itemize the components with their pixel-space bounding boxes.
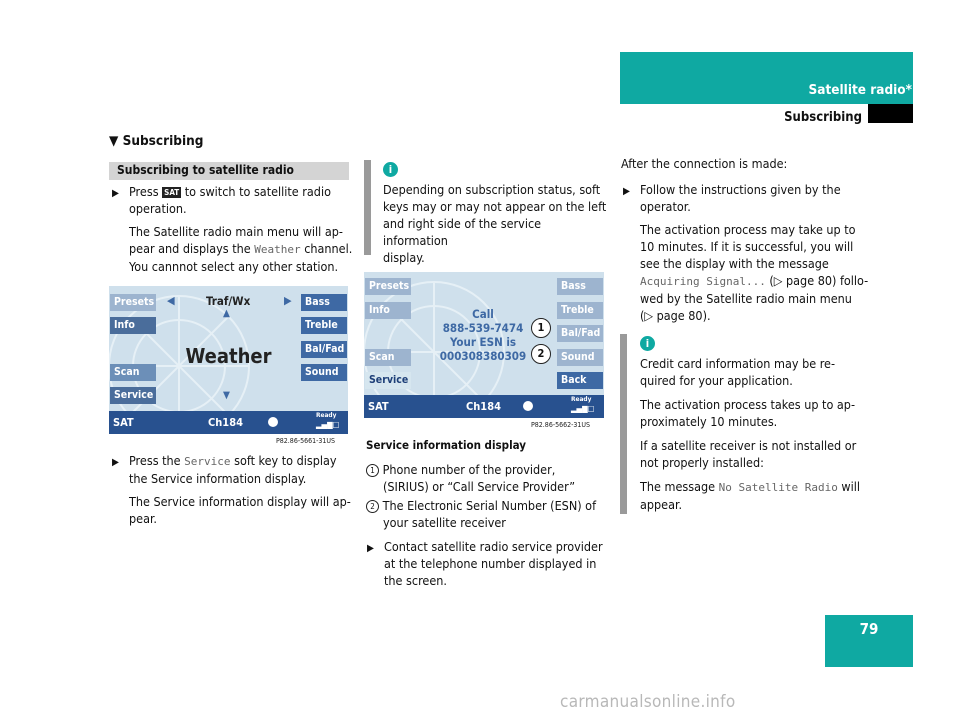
- service-info-text: Call 888-539-7474 Your ESN is 000308380309: [439, 307, 527, 363]
- paragraph-service-display: The Service information display will ap- pear.: [129, 494, 351, 526]
- status-ready: Ready: [571, 395, 592, 403]
- paragraph-main-menu: The Satellite radio main menu will ap- pear and displays the Weather channel. You cannnot select any other station.: [129, 224, 353, 274]
- info-icon: i: [640, 336, 655, 351]
- page-number: 79: [859, 620, 879, 638]
- watermark: carmanualsonline.info: [560, 692, 736, 712]
- status-channel: Ch184: [208, 416, 243, 429]
- softkey-presets[interactable]: Presets: [365, 278, 411, 295]
- info-icon: i: [383, 162, 398, 177]
- callout-2: 2: [531, 344, 551, 364]
- softkey-bal-fad[interactable]: Bal/Fad: [301, 341, 347, 358]
- softkey-scan[interactable]: Scan: [365, 349, 411, 366]
- legend-item-2: 2 The Electronic Serial Number (ESN) of your satellite receiver: [366, 497, 606, 531]
- weather-screen: [109, 286, 348, 434]
- section-marker: [868, 104, 913, 123]
- softkey-treble[interactable]: Treble: [301, 317, 347, 334]
- signal-strength-icon: ▂▄▆□: [571, 404, 595, 413]
- softkey-scan[interactable]: Scan: [110, 364, 156, 381]
- figure-code: P82.86-5662-31US: [531, 421, 591, 429]
- chapter-title: Satellite radio*: [808, 82, 912, 98]
- info-sidebar: [620, 334, 627, 514]
- callout-2-icon: 2: [366, 500, 379, 513]
- softkey-info[interactable]: Info: [110, 317, 156, 334]
- intro-text: After the connection is made:: [621, 156, 788, 171]
- section-title: Subscribing: [784, 110, 862, 125]
- sat-key-icon: SAT: [164, 188, 180, 197]
- callout-1: 1: [531, 318, 551, 338]
- down-arrow-icon[interactable]: ▼: [223, 390, 230, 401]
- step-arrow-icon: ▶: [112, 188, 119, 199]
- softkey-sound[interactable]: Sound: [557, 349, 603, 366]
- step-1: Press SAT to switch to satellite radio operation.: [129, 184, 331, 216]
- step-arrow-icon: ▶: [112, 457, 119, 468]
- status-source: SAT: [113, 416, 134, 429]
- subheading-bar: [109, 162, 349, 180]
- softkey-info[interactable]: Info: [365, 302, 411, 319]
- callout-1-icon: 1: [366, 464, 379, 477]
- status-source: SAT: [368, 400, 389, 413]
- disc-icon: [523, 401, 533, 411]
- softkey-bass[interactable]: Bass: [557, 278, 603, 295]
- info-note: Depending on subscription status, soft keys may or may not appear on the left and right side of the service information display.: [383, 182, 607, 265]
- step-contact-provider: Contact satellite radio service provider at the telephone number displayed in the screen.: [384, 539, 603, 588]
- softkey-sound[interactable]: Sound: [301, 364, 347, 381]
- status-ready: Ready: [316, 411, 337, 419]
- step-follow-instructions: Follow the instructions given by the operator.: [640, 182, 841, 214]
- disc-icon: [268, 417, 278, 427]
- figure-code: P82.86-5661-31US: [276, 437, 336, 445]
- info-no-satellite: The message No Satellite Radio will appear.: [640, 479, 860, 512]
- left-arrow-icon[interactable]: ◀: [167, 294, 175, 307]
- paragraph-activation: The activation process may take up to 10 minutes. If it is successful, you will see the display with the message Acquiring Signal... (▷ page 80) follo- wed by the Satellite radio main menu (▷ page 80).: [640, 222, 869, 323]
- softkey-treble[interactable]: Treble: [557, 302, 603, 319]
- subheading: Subscribing to satellite radio: [117, 163, 294, 177]
- status-bar: [364, 395, 604, 418]
- softkey-back[interactable]: Back: [557, 372, 603, 389]
- softkey-service[interactable]: Service: [365, 372, 411, 389]
- signal-strength-icon: ▂▄▆□: [316, 420, 340, 429]
- info-activation-time: The activation process takes up to ap- proximately 10 minutes.: [640, 397, 856, 429]
- info-receiver: If a satellite receiver is not installed or not properly installed:: [640, 438, 857, 470]
- channel-name: Weather: [185, 344, 272, 368]
- triangle-down-icon: ▼: [109, 133, 119, 149]
- step-arrow-icon: ▶: [623, 186, 630, 197]
- page-title: ▼ Subscribing: [109, 133, 204, 149]
- info-credit-card: Credit card information may be re- quired for your application.: [640, 356, 836, 388]
- step-arrow-icon: ▶: [367, 543, 374, 554]
- right-arrow-icon[interactable]: ▶: [284, 294, 292, 307]
- status-channel: Ch184: [466, 400, 501, 413]
- legend-item-1: 1 Phone number of the provider, (SIRIUS) or “Call Service Provider”: [366, 461, 606, 495]
- softkey-service[interactable]: Service: [110, 387, 156, 404]
- up-arrow-icon[interactable]: ▲: [223, 308, 230, 319]
- softkey-bal-fad[interactable]: Bal/Fad: [557, 325, 603, 342]
- softkey-bass[interactable]: Bass: [301, 294, 347, 311]
- step-2: Press the Service soft key to display the Service information display.: [129, 453, 337, 486]
- figure-caption: Service information display: [366, 438, 526, 452]
- status-bar: [109, 411, 348, 434]
- softkey-presets[interactable]: Presets: [110, 294, 156, 311]
- category-label: Traf/Wx: [206, 294, 251, 308]
- service-info-screen: [364, 272, 604, 418]
- info-sidebar: [364, 160, 371, 255]
